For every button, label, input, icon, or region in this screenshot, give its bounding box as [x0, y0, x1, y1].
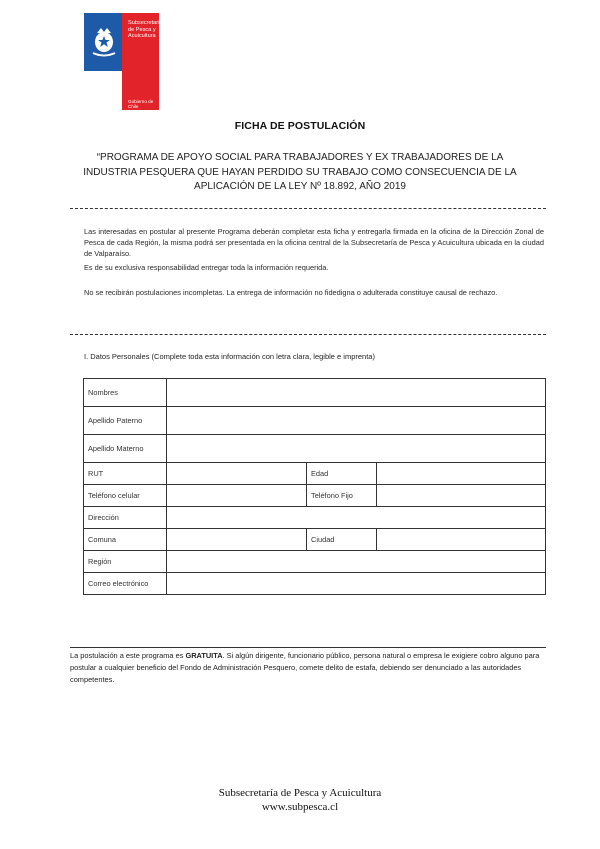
notice-text-part-1: La postulación a este programa es — [70, 651, 186, 660]
coat-of-arms-icon — [89, 25, 119, 57]
logo-line-2: de Pesca y — [128, 26, 156, 33]
document-title: FICHA DE POSTULACIÓN — [234, 120, 366, 132]
input-nombres[interactable] — [167, 379, 546, 407]
section-title-personal-data: I. Datos Personales (Complete toda esta información con letra clara, legible e imprenta) — [84, 352, 375, 361]
label-direccion: Dirección — [84, 507, 167, 529]
logo-white-field — [84, 71, 122, 110]
footer-agency-name: Subsecretaría de Pesca y Acuicultura — [218, 787, 382, 799]
notice-text-part-2: . Si algún dirigente, funcionario público, persona natural o empresa le exigiere cobro alguno para postular a cualquier beneficio del Fondo de Administración Pesquero, comete delito de estafa, debiendo ser denunciado a las autoridades competentes. — [70, 651, 540, 684]
input-apellido-materno[interactable] — [167, 435, 546, 463]
input-edad[interactable] — [377, 463, 546, 485]
program-subtitle: “PROGRAMA DE APOYO SOCIAL PARA TRABAJADORES Y EX TRABAJADORES DE LA INDUSTRIA PESQUERA QUE HAYAN PERDIDO SU TRABAJO COMO CONSECUENCIA DE LA APLICACIÓN DE LA LEY Nº 18.892, AÑO 2019 — [83, 152, 517, 192]
input-region[interactable] — [167, 551, 546, 573]
dashed-divider — [70, 334, 546, 335]
footer-website-link[interactable]: www.subpesca.cl — [261, 801, 339, 813]
input-apellido-paterno[interactable] — [167, 407, 546, 435]
label-apellido-materno: Apellido Materno — [84, 435, 167, 463]
page-footer — [0, 786, 600, 814]
logo-government-label: Gobierno de Chile — [128, 99, 154, 109]
logo-agency-name — [128, 20, 163, 40]
label-apellido-paterno: Apellido Paterno — [84, 407, 167, 435]
free-application-notice — [70, 650, 546, 686]
label-nombres: Nombres — [84, 379, 167, 407]
label-telefono-fijo: Teléfono Fijo — [307, 485, 377, 507]
input-correo[interactable] — [167, 573, 546, 595]
government-logo — [84, 13, 163, 110]
input-rut[interactable] — [167, 463, 307, 485]
input-telefono-celular[interactable] — [167, 485, 307, 507]
personal-data-form — [83, 378, 546, 595]
notice-divider — [70, 647, 546, 648]
logo-line-3: Acuicultura — [128, 33, 156, 40]
label-rut: RUT — [84, 463, 167, 485]
logo-line-1: Subsecretaría — [128, 20, 163, 26]
dashed-divider — [70, 208, 546, 209]
instructions-paragraph-1: Las interesadas en postular al presente Programa deberán completar esta ficha y entregarla firmada en la oficina de la Dirección Zonal de Pesca de cada Región, la misma podrá ser presentada en la oficina central de la Subsecretaría de Pesca y Acuicultura ubicada en la ciudad de Valparaíso. — [84, 227, 544, 259]
input-comuna[interactable] — [167, 529, 307, 551]
label-ciudad: Ciudad — [307, 529, 377, 551]
label-edad: Edad — [307, 463, 377, 485]
input-direccion[interactable] — [167, 507, 546, 529]
instructions-paragraph-3: No se recibirán postulaciones incompletas. La entrega de información no fidedigna o adulterada constituye causal de rechazo. — [84, 288, 498, 297]
instructions-paragraph-2: Es de su exclusiva responsabilidad entregar toda la información requerida. — [84, 263, 329, 272]
input-ciudad[interactable] — [377, 529, 546, 551]
label-telefono-celular: Teléfono celular — [84, 485, 167, 507]
label-correo: Correo electrónico — [84, 573, 167, 595]
label-region: Región — [84, 551, 167, 573]
input-telefono-fijo[interactable] — [377, 485, 546, 507]
label-comuna: Comuna — [84, 529, 167, 551]
notice-free-emphasis: GRATUITA — [185, 651, 223, 660]
